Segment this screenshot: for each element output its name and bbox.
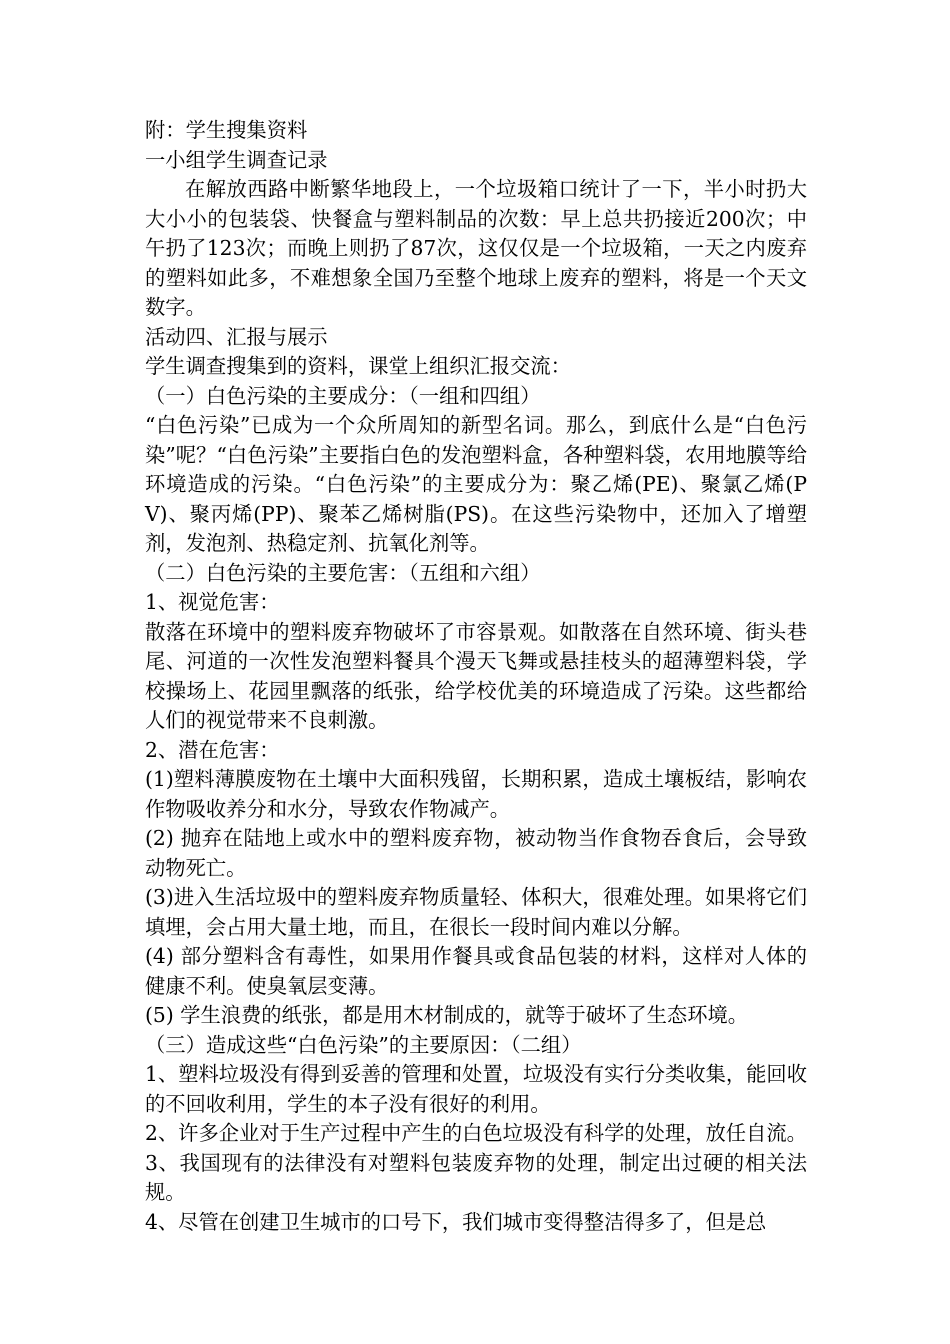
section-one-paragraph: “白色污染”已成为一个众所周知的新型名词。那么，到底什么是“白色污染”呢？“白色污染”主要指白色的发泡塑料盒，各种塑料袋，农用地膜等给环境造成的污染。“白色污染”的主要成分为：聚乙烯(PE)、聚氯乙烯(PV)、聚丙烯(PP)、聚苯乙烯树脂(PS)。在这些污染物中，还加入了增塑剂，发泡剂、热稳定剂、抗氧化剂等。 xyxy=(145,413,807,555)
section-one-heading: （一）白色污染的主要成分：（一组和四组） xyxy=(145,383,541,408)
potential-harm-item-5: (5) 学生浪费的纸张，都是用木材制成的，就等于破坏了生态环境。 xyxy=(145,1003,749,1027)
cause-item-3: 3、我国现有的法律没有对塑料包装废弃物的处理，制定出过硬的相关法规。 xyxy=(145,1150,807,1204)
potential-harm-item-2: (2) 抛弃在陆地上或水中的塑料废弃物，被动物当作食物吞食后，会导致动物死亡。 xyxy=(145,826,807,880)
report-intro-text: 学生调查搜集到的资料，课堂上组织汇报交流： xyxy=(145,354,571,378)
survey-record-heading: 一小组学生调查记录 xyxy=(145,147,328,172)
activity-four-heading: 活动四、汇报与展示 xyxy=(145,324,328,349)
survey-paragraph: 在解放西路中断繁华地段上，一个垃圾箱口统计了一下，半小时扔大大小小的包装袋、快餐盒与塑料制品的次数：早上总共扔接近200次；中午扔了123次；而晚上则扔了87次，这仅仅是一个垃圾箱，一天之内废弃的塑料如此多，不难想象全国乃至整个地球上废弃的塑料，将是一个天文数字。 xyxy=(145,177,807,319)
cause-item-2: 2、许多企业对于生产过程中产生的白色垃圾没有科学的处理，放任自流。 xyxy=(145,1121,807,1145)
visual-harm-paragraph: 散落在环境中的塑料废弃物破坏了市容景观。如散落在自然环境、街头巷尾、河道的一次性发泡塑料餐具个漫天飞舞或悬挂枝头的超薄塑料袋，学校操场上、花园里飘落的纸张，给学校优美的环境造成了污染。这些都给人们的视觉带来不良刺激。 xyxy=(145,619,807,732)
section-two-heading: （二）白色污染的主要危害：（五组和六组） xyxy=(145,560,541,585)
section-three-heading: （三）造成这些“白色污染”的主要原因：（二组） xyxy=(145,1032,582,1057)
potential-harm-item-4: (4) 部分塑料含有毒性，如果用作餐具或食品包装的材料，这样对人体的健康不利。使臭氧层变薄。 xyxy=(145,944,807,998)
appendix-heading: 附：学生搜集资料 xyxy=(145,118,308,142)
potential-harm-item-3: (3)进入生活垃圾中的塑料废弃物质量轻、体积大，很难处理。如果将它们填埋，会占用大量土地，而且，在很长一段时间内难以分解。 xyxy=(145,885,807,939)
cause-item-1: 1、塑料垃圾没有得到妥善的管理和处置，垃圾没有实行分类收集，能回收的不回收利用，学生的本子没有很好的利用。 xyxy=(145,1062,807,1116)
potential-harm-item-1: (1)塑料薄膜废物在土壤中大面积残留，长期积累，造成土壤板结，影响农作物吸收养分和水分，导致农作物减产。 xyxy=(145,767,807,821)
document-page xyxy=(145,116,807,1237)
cause-item-4: 4、尽管在创建卫生城市的口号下，我们城市变得整洁得多了，但是总 xyxy=(145,1209,767,1234)
visual-harm-heading: 1、视觉危害： xyxy=(145,590,280,614)
potential-harm-heading: 2、潜在危害： xyxy=(145,737,280,762)
